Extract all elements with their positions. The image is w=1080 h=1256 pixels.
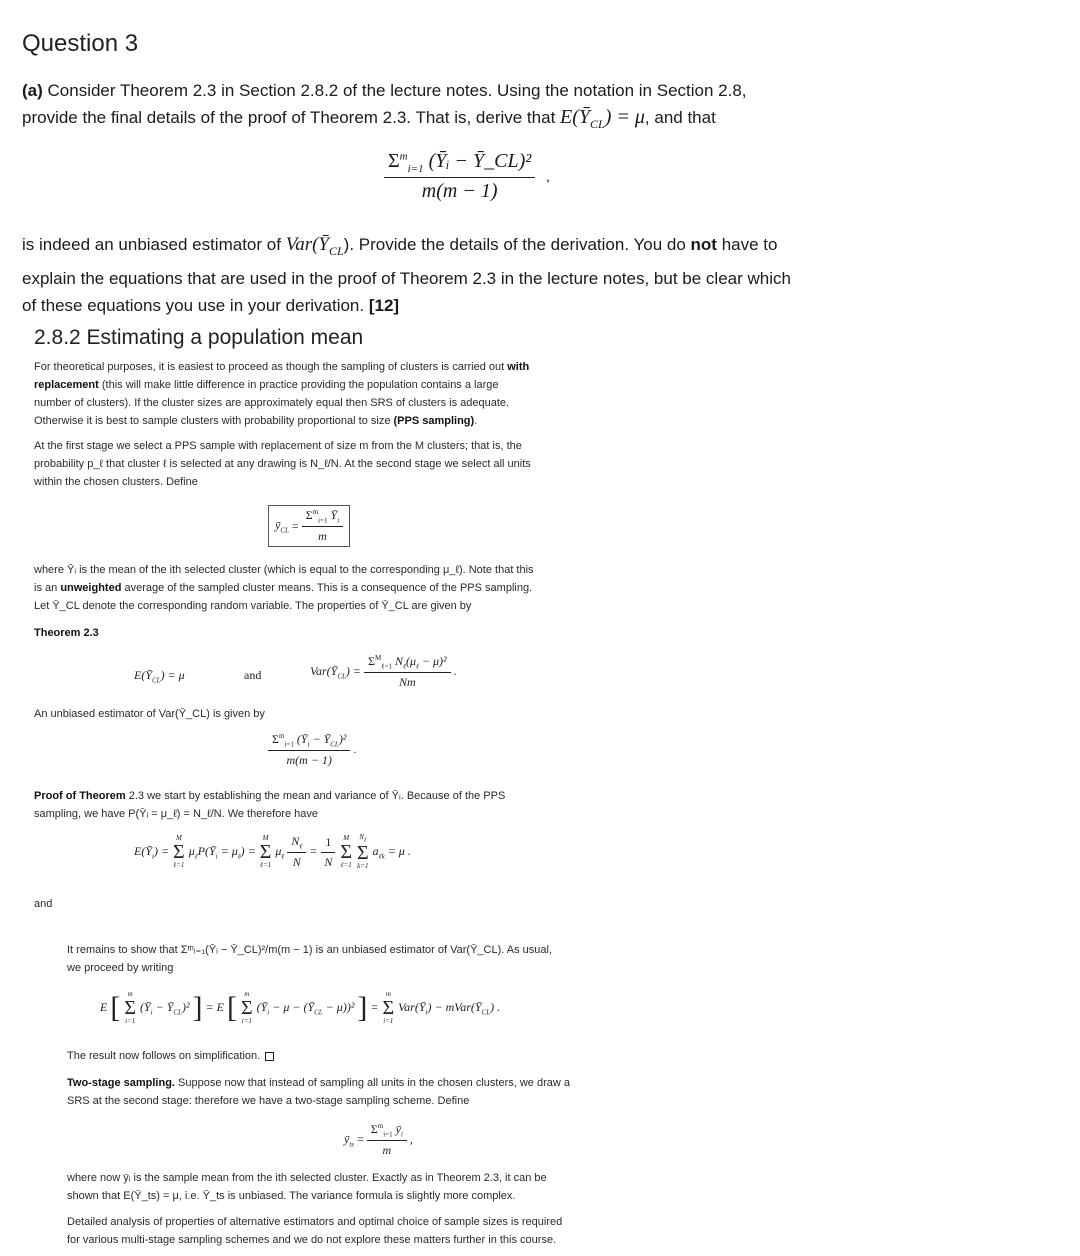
expectation-derivation: $E(Ȳ_i)$ = M Σ ℓ=1 $\mu_\ell P(Ȳ_i = \mu_\ell)$ = M Σ ℓ=1 $\mu_\ell$ $\frac{N_\ell}{N}$ = $\frac{1}{N}$ M Σ ℓ=1 $N_\ell$ Σ k=1 $a_{\ell k} = \mu$ . <box>134 833 411 871</box>
sum-of-squares-derivation: E [ m Σ i=1 ($Ȳ_i$ − $Ȳ_{CL})^2$ ] = E [ m Σ i=1 ($Ȳ_i - \mu$ − $(Ȳ_{CL} - \mu))^2$ ] = m Σ i=1 $Var(Ȳ_i)$ − $mVar(Ȳ_{CL})$ . <box>100 990 501 1025</box>
theorem-label: Theorem 2.3 <box>34 627 99 639</box>
unbiased-estimator-line: An unbiased estimator of Var(Ȳ_CL) is given by <box>34 708 265 720</box>
theorem-variance-equation: $Var(Ȳ_{CL})$ = $\frac{\Sigma^M_{\ell=1} N_\ell(\mu_\ell - \mu)^2}{Nm}$ . <box>310 654 457 690</box>
notes-paragraph-3: where Ȳᵢ is the mean of the ith selected cluster (which is equal to the corresponding μ_ℓ). Note that this is an unweighted average of the sampled cluster means. This is a consequence of the PPS sampling. Let Ȳ_CL denote the corresponding random variable. The properties of Ȳ_CL are given by <box>34 564 534 612</box>
question-estimator-formula: $\frac{\Sigma^m_{i=1} (Ȳᵢ - Ȳ\_CL)^2}{m(m - 1)}$ , <box>384 150 550 203</box>
qed-square-icon <box>265 1052 274 1061</box>
question-heading: Question 3 <box>22 30 139 57</box>
question-line-4: explain the equations that are used in the proof of Theorem 2.3 in the lecture notes, but be clear which <box>22 268 791 288</box>
result-line: The result now follows on simplification. <box>67 1047 274 1065</box>
detailed-analysis-paragraph: Detailed analysis of properties of alternative estimators and optimal choice of sample sizes is required for various multi-stage sampling schemes and we do not explore these matters further in this course. <box>67 1216 563 1246</box>
question-line-2: provide the final details of the proof of Theorem 2.3. That is, derive that $E(Ȳ_{CL}) = \mu$, and that <box>22 106 716 131</box>
question-line-3: is indeed an unbiased estimator of $Var(Ȳ_{CL})$. Provide the details of the derivation. You do not have to <box>22 234 778 258</box>
two-stage-definition: $ȳ_{ts}$ = $\frac{\Sigma^m_{i=1} ȳ_i}{m}$ , <box>344 1122 413 1158</box>
unbiased-estimator-formula: $\frac{\Sigma^m_{i=1} (Ȳ_i - Ȳ_{CL})^2}{m(m - 1)}$ . <box>268 732 356 768</box>
and-standalone: and <box>34 898 53 910</box>
question-line-1: (a) Consider Theorem 2.3 in Section 2.8.2 of the lecture notes. Using the notation in Section 2.8, <box>22 81 747 100</box>
theorem-mean-equation: $E(Ȳ_{CL}) = \mu$ <box>134 668 185 685</box>
where-now-paragraph: where now ȳᵢ is the sample mean from the ith selected cluster. Exactly as in Theorem 2.3, it can be shown that E(Ȳ_ts) = μ, i.e. Ȳ_ts is unbiased. The variance formula is slightly more complex. <box>67 1172 547 1202</box>
theorem-and: and <box>244 668 262 682</box>
question-part-a-cont <box>22 231 1062 319</box>
notes-paragraph-2: At the first stage we select a PPS sample with replacement of size m from the M clusters; that is, the probability p_ℓ that cluster ℓ is selected at any drawing is N_ℓ/N. At the second stage we select all units within the chosen clusters. Define <box>34 440 531 488</box>
notes-paragraph-1: For theoretical purposes, it is easiest to proceed as though the sampling of clusters is carried out with replacement (this will make little difference in practice providing the population contains a large number of clusters). If the cluster sizes are approximately equal then SRS of clusters is adequate. Otherwise it is best to sample clusters with probability proportional to size (PPS sampling). <box>34 361 530 427</box>
remains-paragraph: It remains to show that Σᵐᵢ₌₁(Ȳᵢ − Ȳ_CL)²/m(m − 1) is an unbiased estimator of Var(Ȳ_CL). As usual, we proceed by writing <box>67 944 553 974</box>
two-stage-paragraph: Two-stage sampling. Suppose now that instead of sampling all units in the chosen clusters, we draw a SRS at the second stage: therefore we have a two-stage sampling scheme. Define <box>67 1077 570 1107</box>
question-line-5: of these equations you use in your derivation. [12] <box>22 295 400 315</box>
ycl-definition-box: $ȳ_{CL}$ = $\frac{\Sigma^m_{i=1} Ȳ_i}{m}$ <box>268 505 350 547</box>
question-part-a <box>22 77 1062 138</box>
proof-paragraph: Proof of Theorem 2.3 we start by establishing the mean and variance of Ȳᵢ. Because of the PPS sampling, we have P(Ȳᵢ = μ_ℓ) = N_ℓ/N. We therefore have <box>34 790 506 820</box>
notes-section-title: 2.8.2 Estimating a population mean <box>34 326 364 349</box>
